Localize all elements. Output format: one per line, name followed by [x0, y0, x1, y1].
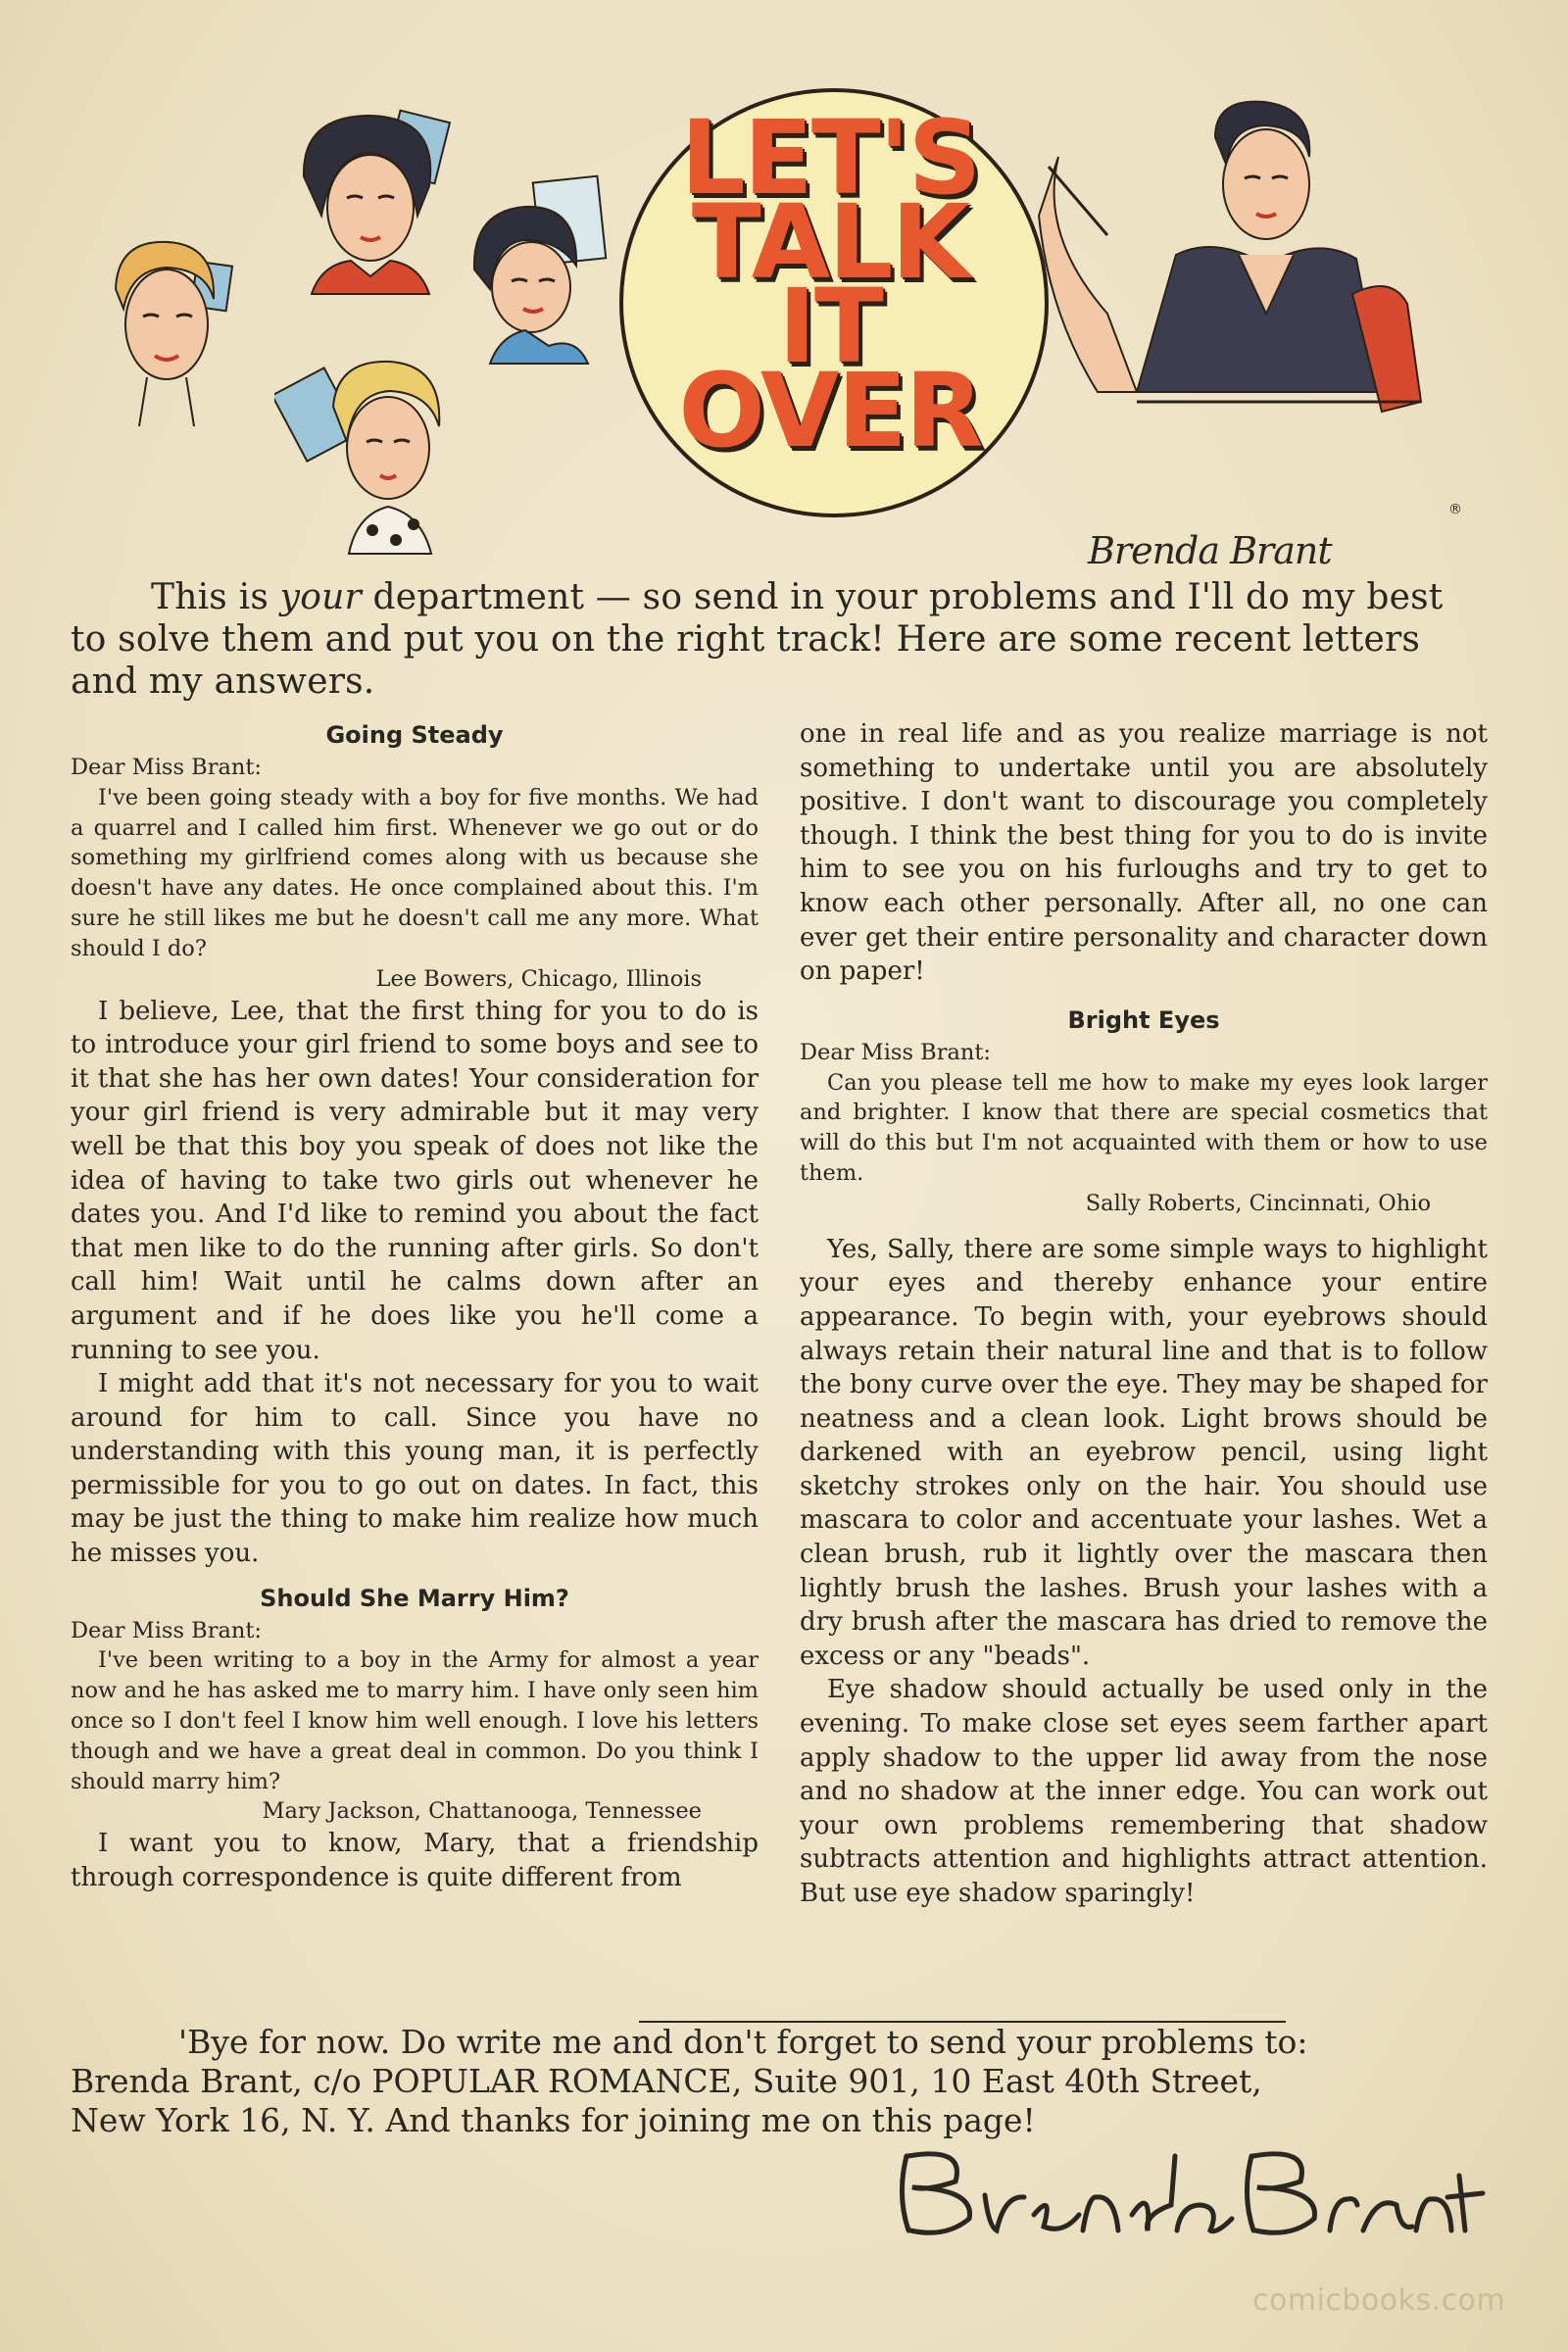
answer-paragraph: one in real life and as you realize marriage is not something to undertake until you are absolutely positive. I don't want to discourage you completely though. I think the best thing for you to do is invite him to see you on his furloughs and try to get to know each other personally. After all, no one can ever get their entire personality and character down on paper!	[800, 719, 1488, 987]
title-line-3: IT	[778, 267, 882, 386]
letter-salutation: Dear Miss Brant:	[71, 755, 262, 780]
answer-going-steady	[71, 995, 759, 1571]
brenda-brant-signature	[887, 2136, 1494, 2244]
answer-bright-eyes	[800, 1233, 1488, 1911]
section-title-should-she-marry-him: Should She Marry Him?	[260, 1584, 569, 1612]
answer-paragraph: I believe, Lee, that the first thing for you to do is to introduce your girl friend to some boys and see to it that she has her own dates! Your consideration for your girl friend is very admirable but it may very well be that this boy you speak of does not like the idea of having to take two girls out whenever he dates you. And I'd like to remind you about the fact that men like to do the running after girls. So don't call him! Wait until he calms down after an argument and if he does like you he'll come a running to see you.	[71, 996, 759, 1365]
spacer	[800, 989, 1488, 1003]
section-title-bright-eyes: Bright Eyes	[1067, 1005, 1220, 1034]
intro-line-3: and my answers.	[71, 662, 375, 702]
title-line-2: TALK	[691, 182, 969, 302]
letter-signoff: Lee Bowers, Chicago, Illinois	[375, 965, 702, 992]
closing-line-1: 'Bye for now. Do write me and don't forget to send your problems to:	[178, 2023, 1308, 2061]
girl-portrait-blue-collar	[461, 172, 647, 368]
spacer	[800, 1219, 1488, 1233]
intro-line-1-a: This is	[151, 577, 280, 617]
girl-portrait-dark-hair	[282, 108, 459, 304]
intro-line-1-c: department — so send in your problems and I'll do my best	[361, 577, 1444, 617]
section-title-going-steady: Going Steady	[325, 721, 504, 749]
letter-signoff: Mary Jackson, Chattanooga, Tennessee	[262, 1798, 702, 1825]
closing-line-3: New York 16, N. Y. And thanks for joining me on this page!	[71, 2101, 1036, 2139]
registered-mark: ®	[1448, 502, 1462, 517]
letter-should-she-marry-him	[71, 1616, 759, 1797]
title-line-1: LET'S	[680, 98, 980, 218]
letter-body: I've been writing to a boy in the Army for almost a year now and he has asked me to marry him. I have only seen him once so I don't feel I know him well enough. I love his letters though and we have a great deal in common. Do you think I should marry him?	[71, 1647, 759, 1794]
letter-salutation: Dear Miss Brant:	[71, 1617, 262, 1643]
site-watermark: comicbooks.com	[1252, 2283, 1506, 2318]
girl-portrait-with-letter	[274, 348, 470, 564]
right-column	[800, 717, 1488, 1911]
brenda-brant-portrait	[1019, 98, 1470, 529]
letter-salutation: Dear Miss Brant:	[800, 1039, 991, 1065]
header-illustration	[0, 0, 1568, 588]
answer-should-she-marry-him-continued	[800, 717, 1488, 989]
intro-line-1	[71, 576, 1492, 618]
closing-line-2: Brenda Brant, c/o POPULAR ROMANCE, Suite 901, 10 East 40th Street,	[71, 2062, 1262, 2100]
letter-going-steady	[71, 753, 759, 964]
letter-bright-eyes	[800, 1038, 1488, 1189]
girl-portrait-blonde	[88, 230, 245, 436]
spacer	[71, 1571, 759, 1581]
letter-body: Can you please tell me how to make my eyes look larger and brighter. I know that there are special cosmetics that will do this but I'm not acquainted with them or how to use them.	[800, 1069, 1488, 1186]
answer-paragraph: Eye shadow should actually be used only in the evening. To make close set eyes seem farther apart apply shadow to the upper lid away from the nose and no shadow at the inner edge. You can work out your own problems remembering that shadow subtracts attention and highlights attract attention. But use eye shadow sparingly!	[800, 1675, 1488, 1909]
closing-paragraph	[71, 2023, 1501, 2140]
header-signature: Brenda Brant	[1088, 529, 1332, 572]
feature-title	[619, 98, 1041, 470]
intro-line-1-emphasis: your	[279, 577, 362, 617]
letter-signoff: Sally Roberts, Cincinnati, Ohio	[1085, 1190, 1431, 1216]
intro-line-2: to solve them and put you on the right track! Here are some recent letters	[71, 619, 1421, 660]
letter-body: I've been going steady with a boy for five months. We had a quarrel and I called him first. Whenever we go out or do something my girlfriend comes along with us because she doesn't have any dates. He once complained about this. I'm sure he still likes me but he doesn't call me any more. What should I do?	[71, 784, 759, 961]
left-column	[71, 717, 759, 1895]
intro-paragraph	[71, 576, 1492, 703]
title-line-4: OVER	[678, 351, 982, 470]
answer-paragraph: I want you to know, Mary, that a friendship through correspondence is quite different from	[71, 1829, 759, 1893]
answer-paragraph: Yes, Sally, there are some simple ways to highlight your eyes and thereby enhance your entire appearance. To begin with, your eyebrows should always retain their natural line and that is to follow the bony curve over the eye. They may be shaped for neatness and a clean look. Light brows should be darkened with an eyebrow pencil, using light sketchy strokes only on the hair. You should use mascara to color and accentuate your lashes. Wet a clean brush, rub it lightly over the mascara then lightly brush the lashes. Brush your lashes with a dry brush after the mascara has dried to remove the excess or any "beads".	[800, 1234, 1488, 1671]
answer-should-she-marry-him	[71, 1827, 759, 1894]
answer-paragraph: I might add that it's not necessary for you to wait around for him to call. Since you have no understanding with this young man, it is perfectly permissible for you to go out on dates. In fact, this may be just the thing to make him realize how much he misses you.	[71, 1369, 759, 1569]
